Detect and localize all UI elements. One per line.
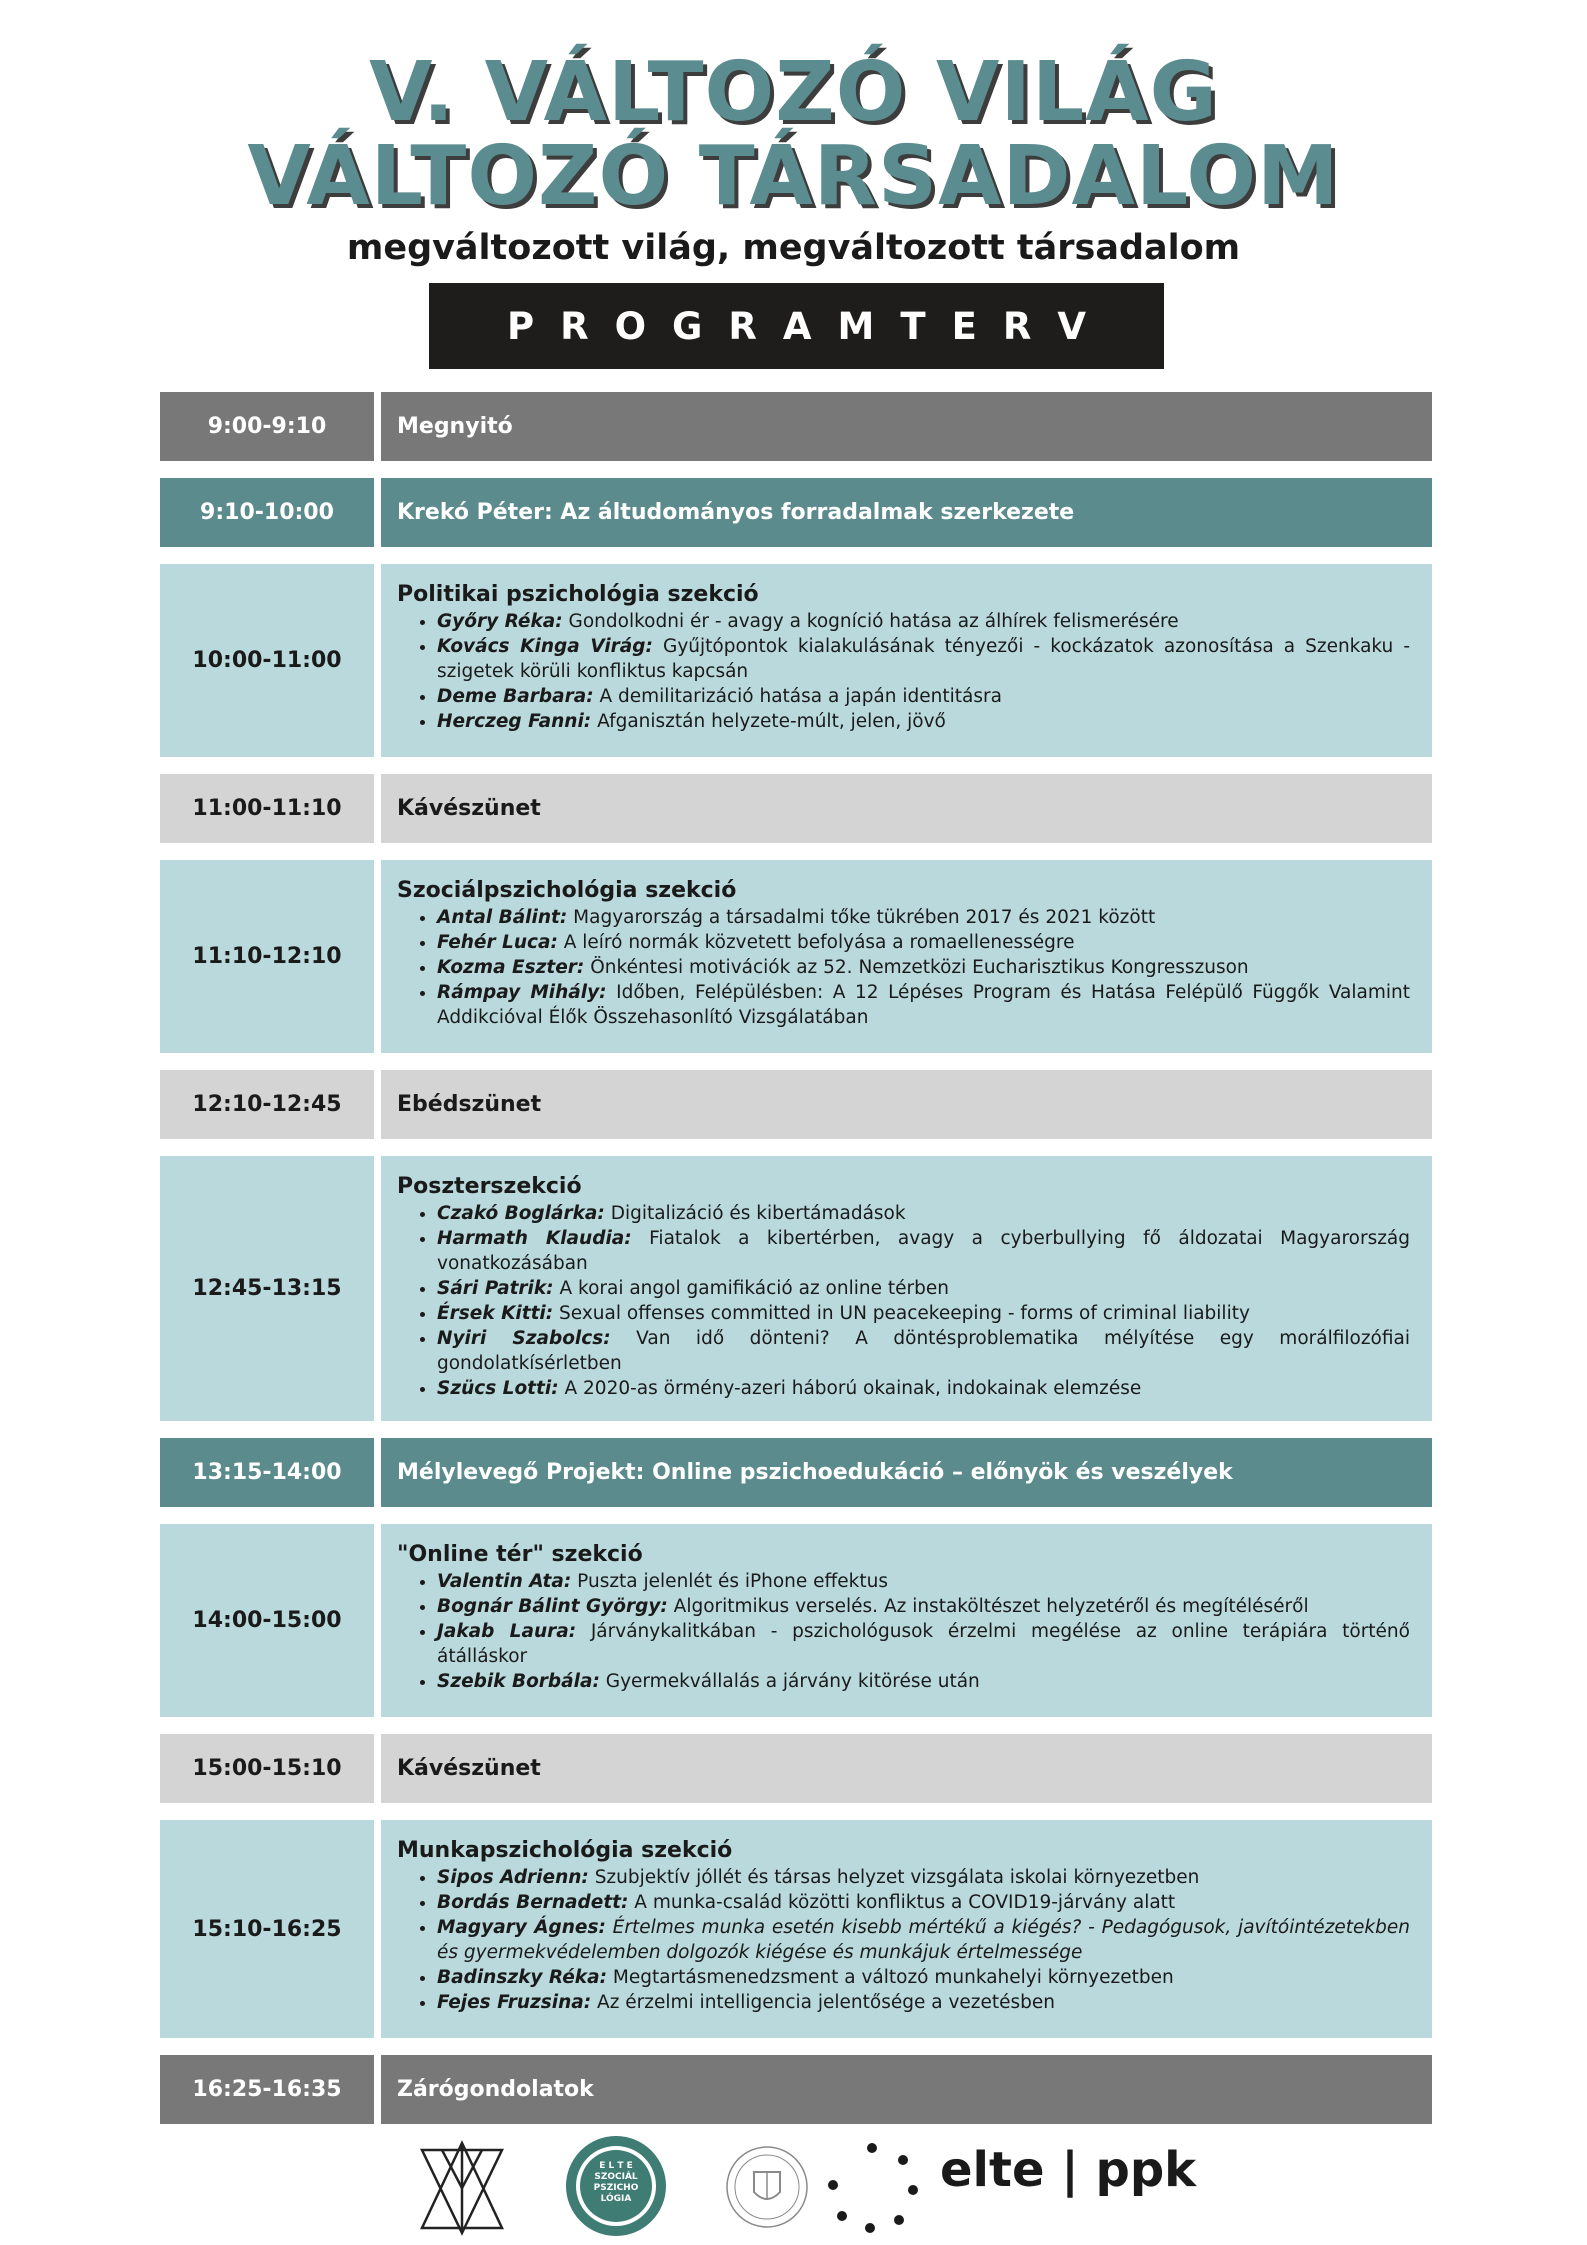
talk-item: • Badinszky Réka: Megtartásmenedzsment a változó munkahelyi környezetben [437, 1965, 1410, 1990]
talk-item: • Rámpay Mihály: Időben, Felépülésben: A 12 Lépéses Program és Hatása Felépülő Függők Valamint Addikcióval Élők Összehasonlító Vizsgálatában [437, 980, 1410, 1030]
row-title: Kávészünet [397, 1756, 541, 1781]
schedule-row-opening [160, 392, 1432, 461]
talk-list [397, 1569, 1410, 1694]
row-time: 11:10-12:10 [160, 860, 374, 1053]
talk-item: • Czakó Boglárka: Digitalizáció és kibertámadások [437, 1201, 1410, 1226]
talk-list [397, 1201, 1410, 1401]
section-title: Munkapszichológia szekció [397, 1838, 733, 1863]
elte-ppk-logo-text: elte | ppk [940, 2142, 1197, 2198]
section-title: "Online tér" szekció [397, 1542, 643, 1567]
subtitle: megváltozott világ, megváltozott társadalom [346, 228, 1241, 268]
row-title: Zárógondolatok [397, 2077, 594, 2102]
talk-item: • Győry Réka: Gondolkodni ér - avagy a kogníció hatása az álhírek felismerésére [437, 609, 1410, 634]
row-time: 13:15-14:00 [160, 1438, 374, 1507]
schedule-row-section [160, 860, 1432, 1053]
title-line-2: VÁLTOZÓ TÁRSADALOM [247, 129, 1340, 224]
talk-item: • Harmath Klaudia: Fiatalok a kibertérben, avagy a cyberbullying fő áldozatai Magyarország vonatkozásában [437, 1226, 1410, 1276]
row-time: 12:10-12:45 [160, 1070, 374, 1139]
row-time: 9:10-10:00 [160, 478, 374, 547]
row-time: 9:00-9:10 [160, 392, 374, 461]
schedule-row-lunch [160, 1070, 1432, 1139]
title-line-1: V. VÁLTOZÓ VILÁG [369, 45, 1218, 140]
schedule-row-section [160, 564, 1432, 757]
row-time: 16:25-16:35 [160, 2055, 374, 2124]
talk-list [397, 1865, 1410, 2015]
schedule-row-section [160, 1524, 1432, 1717]
triangle-emblem-icon [412, 2138, 512, 2238]
talk-item: • Sipos Adrienn: Szubjektív jóllét és társas helyzet vizsgálata iskolai környezetben [437, 1865, 1410, 1890]
row-title: Ebédszünet [397, 1092, 542, 1117]
schedule-row-closing [160, 2055, 1432, 2124]
talk-item: • Magyary Ágnes: Értelmes munka esetén kisebb mértékű a kiégés? - Pedagógusok, javítóintézetekben és gyermekvédelemben dolgozók kiégése és munkájuk értelmessége [437, 1915, 1410, 1965]
schedule-row-keynote [160, 478, 1432, 547]
row-time: 14:00-15:00 [160, 1524, 374, 1717]
talk-list [397, 609, 1410, 734]
talk-item: • Antal Bálint: Magyarország a társadalmi tőke tükrében 2017 és 2021 között [437, 905, 1410, 930]
row-title: Megnyitó [397, 414, 513, 439]
row-time: 11:00-11:10 [160, 774, 374, 843]
talk-list [397, 905, 1410, 1030]
talk-item: • Fejes Fruzsina: Az érzelmi intelligencia jelentősége a vezetésben [437, 1990, 1410, 2015]
talk-item: • Jakab Laura: Járványkalitkában - pszichológusok érzelmi megélése az online terápiára történő átálláskor [437, 1619, 1410, 1669]
programterv-banner: PROGRAMTERV [429, 283, 1164, 369]
talk-item: • Bordás Bernadett: A munka-család közötti konfliktus a COVID19-járvány alatt [437, 1890, 1410, 1915]
talk-item: • Valentin Ata: Puszta jelenlét és iPhone effektus [437, 1569, 1410, 1594]
schedule-row-break [160, 774, 1432, 843]
elte-szocialpszichologia-logo: E L T E SZOCIÁL PSZICHO LÓGIA [566, 2136, 666, 2236]
section-title: Poszterszekció [397, 1174, 582, 1199]
talk-item: • Kozma Eszter: Önkéntesi motivációk az 52. Nemzetközi Eucharisztikus Kongresszuson [437, 955, 1410, 980]
talk-item: • Deme Barbara: A demilitarizáció hatása a japán identitásra [437, 684, 1410, 709]
talk-item: • Bognár Bálint György: Algoritmikus verselés. Az instaköltészet helyzetéről és megítéléséről [437, 1594, 1410, 1619]
row-title: Krekó Péter: Az áltudományos forradalmak szerkezete [397, 500, 1075, 525]
schedule-row-section [160, 1156, 1432, 1421]
footer-logos [0, 2130, 1587, 2240]
talk-item: • Herczeg Fanni: Afganisztán helyzete-múlt, jelen, jövő [437, 709, 1410, 734]
section-title: Politikai pszichológia szekció [397, 582, 759, 607]
row-time: 15:10-16:25 [160, 1820, 374, 2038]
row-time: 10:00-11:00 [160, 564, 374, 757]
row-time: 12:45-13:15 [160, 1156, 374, 1421]
talk-item: • Nyiri Szabolcs: Van idő dönteni? A döntésproblematika mélyítése egy morálfilozófiai gondolatkísérletben [437, 1326, 1410, 1376]
row-title: Mélylevegő Projekt: Online pszichoedukáció – előnyök és veszélyek [397, 1460, 1233, 1485]
talk-item: • Szücs Lotti: A 2020-as örmény-azeri háború okainak, indokainak elemzése [437, 1376, 1410, 1401]
talk-item: • Kovács Kinga Virág: Gyűjtópontok kialakulásának tényezői - kockázatok azonosítása a Szenkaku - szigetek körüli konfliktus kapcsán [437, 634, 1410, 684]
row-time: 15:00-15:10 [160, 1734, 374, 1803]
dots-circle-icon [825, 2140, 920, 2235]
talk-item: • Szebik Borbála: Gyermekvállalás a járvány kitörése után [437, 1669, 1410, 1694]
talk-item: • Fehér Luca: A leíró normák közvetett befolyása a romaellenességre [437, 930, 1410, 955]
talk-item: • Érsek Kitti: Sexual offenses committed in UN peacekeeping - forms of criminal liability [437, 1301, 1410, 1326]
row-title: Kávészünet [397, 796, 541, 821]
section-title: Szociálpszichológia szekció [397, 878, 737, 903]
schedule-row-section [160, 1820, 1432, 2038]
talk-item: • Sári Patrik: A korai angol gamifikáció az online térben [437, 1276, 1410, 1301]
schedule-row-break [160, 1734, 1432, 1803]
crest-seal-icon [722, 2142, 812, 2232]
schedule-row-project [160, 1438, 1432, 1507]
